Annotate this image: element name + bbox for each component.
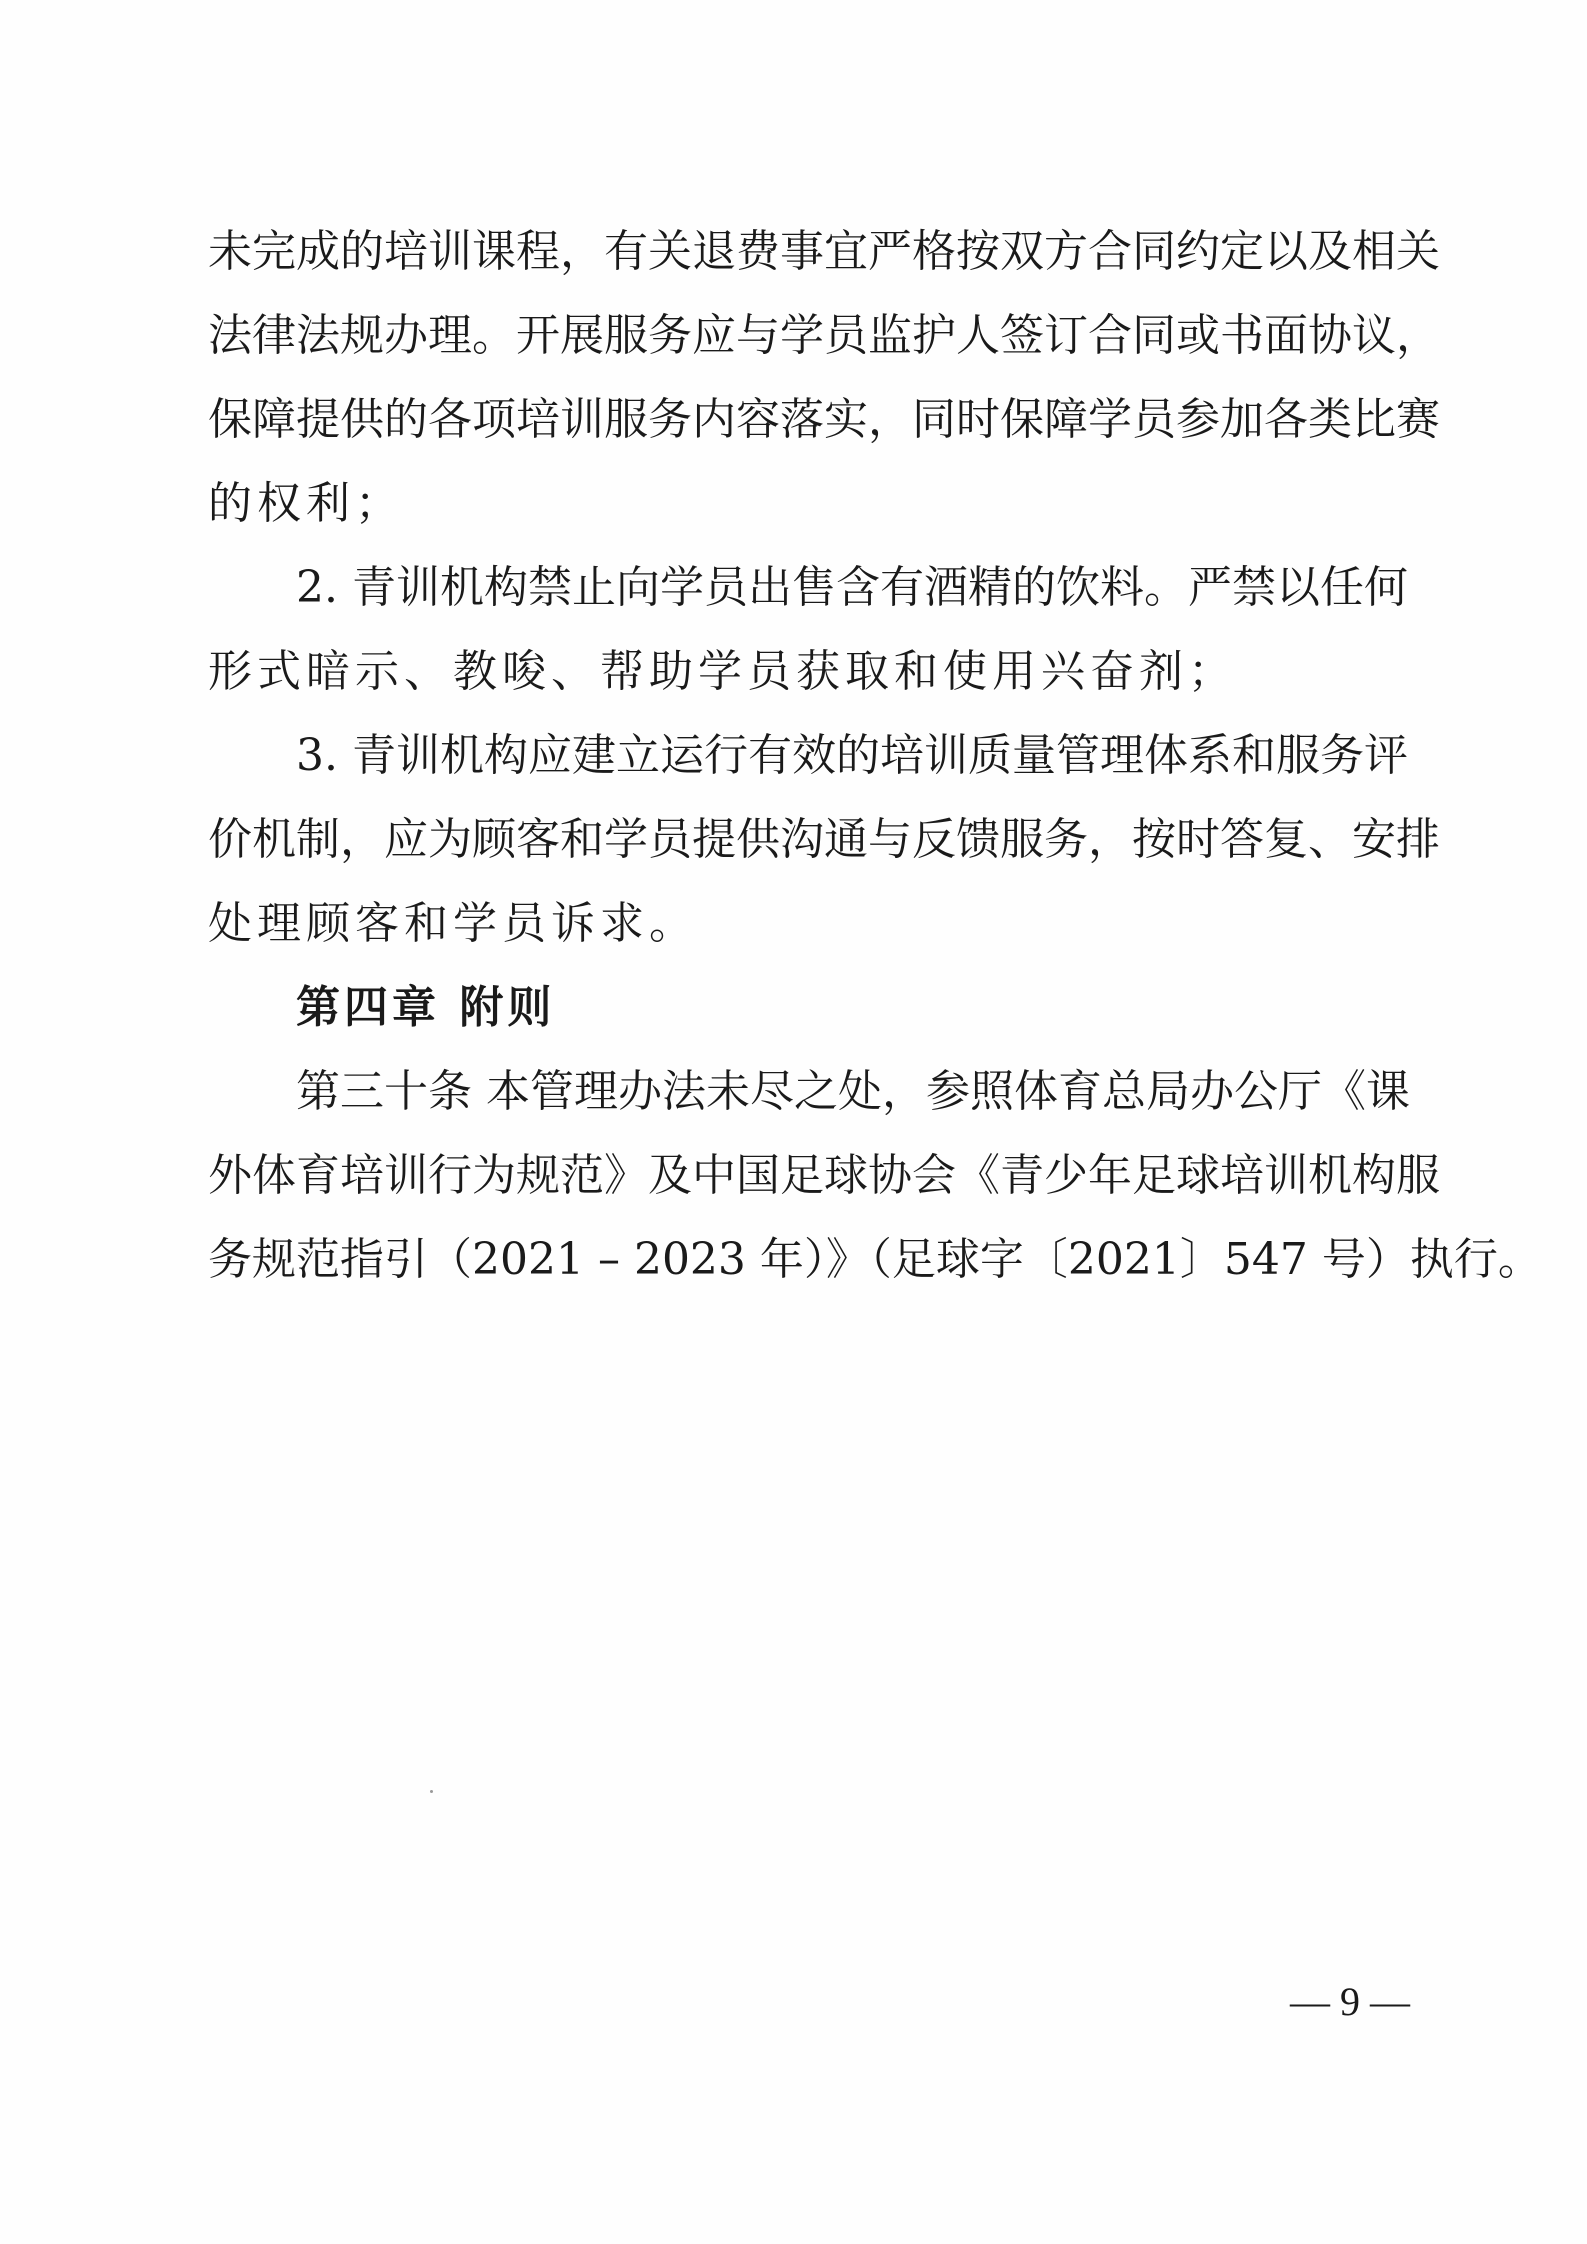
scan-speck (430, 1790, 433, 1793)
list-item-3-line: 价机制，应为顾客和学员提供沟通与反馈服务，按时答复、安排 (208, 814, 1440, 865)
list-item-3-line: 处理顾客和学员诉求。 (208, 898, 698, 949)
document-body (208, 210, 1542, 1302)
paragraph-line: 的权利； (208, 478, 404, 529)
paragraph-line: 保障提供的各项培训服务内容落实，同时保障学员参加各类比赛 (208, 394, 1440, 445)
article-30-line: 外体育培训行为规范》及中国足球协会《青少年足球培训机构服 (208, 1150, 1440, 1201)
article-30-line: 第三十条 本管理办法未尽之处，参照体育总局办公厅《课 (296, 1066, 1410, 1117)
article-30-line: 务规范指引（2021 – 2023 年）》（足球字〔2021〕547 号）执行。 (208, 1234, 1542, 1285)
chapter-heading: 第四章 附则 (296, 982, 556, 1033)
list-item-3-line: 3. 青训机构应建立运行有效的培训质量管理体系和服务评 (296, 730, 1408, 781)
list-item-2-line: 形式暗示、教唆、帮助学员获取和使用兴奋剂； (208, 646, 1237, 697)
list-item-2-line: 2. 青训机构禁止向学员出售含有酒精的饮料。严禁以任何 (296, 562, 1408, 613)
paragraph-line: 法律法规办理。开展服务应与学员监护人签订合同或书面协议， (208, 310, 1440, 361)
paragraph-line: 未完成的培训课程，有关退费事宜严格按双方合同约定以及相关 (208, 226, 1440, 277)
page-number: — 9 — (1290, 1979, 1410, 2024)
